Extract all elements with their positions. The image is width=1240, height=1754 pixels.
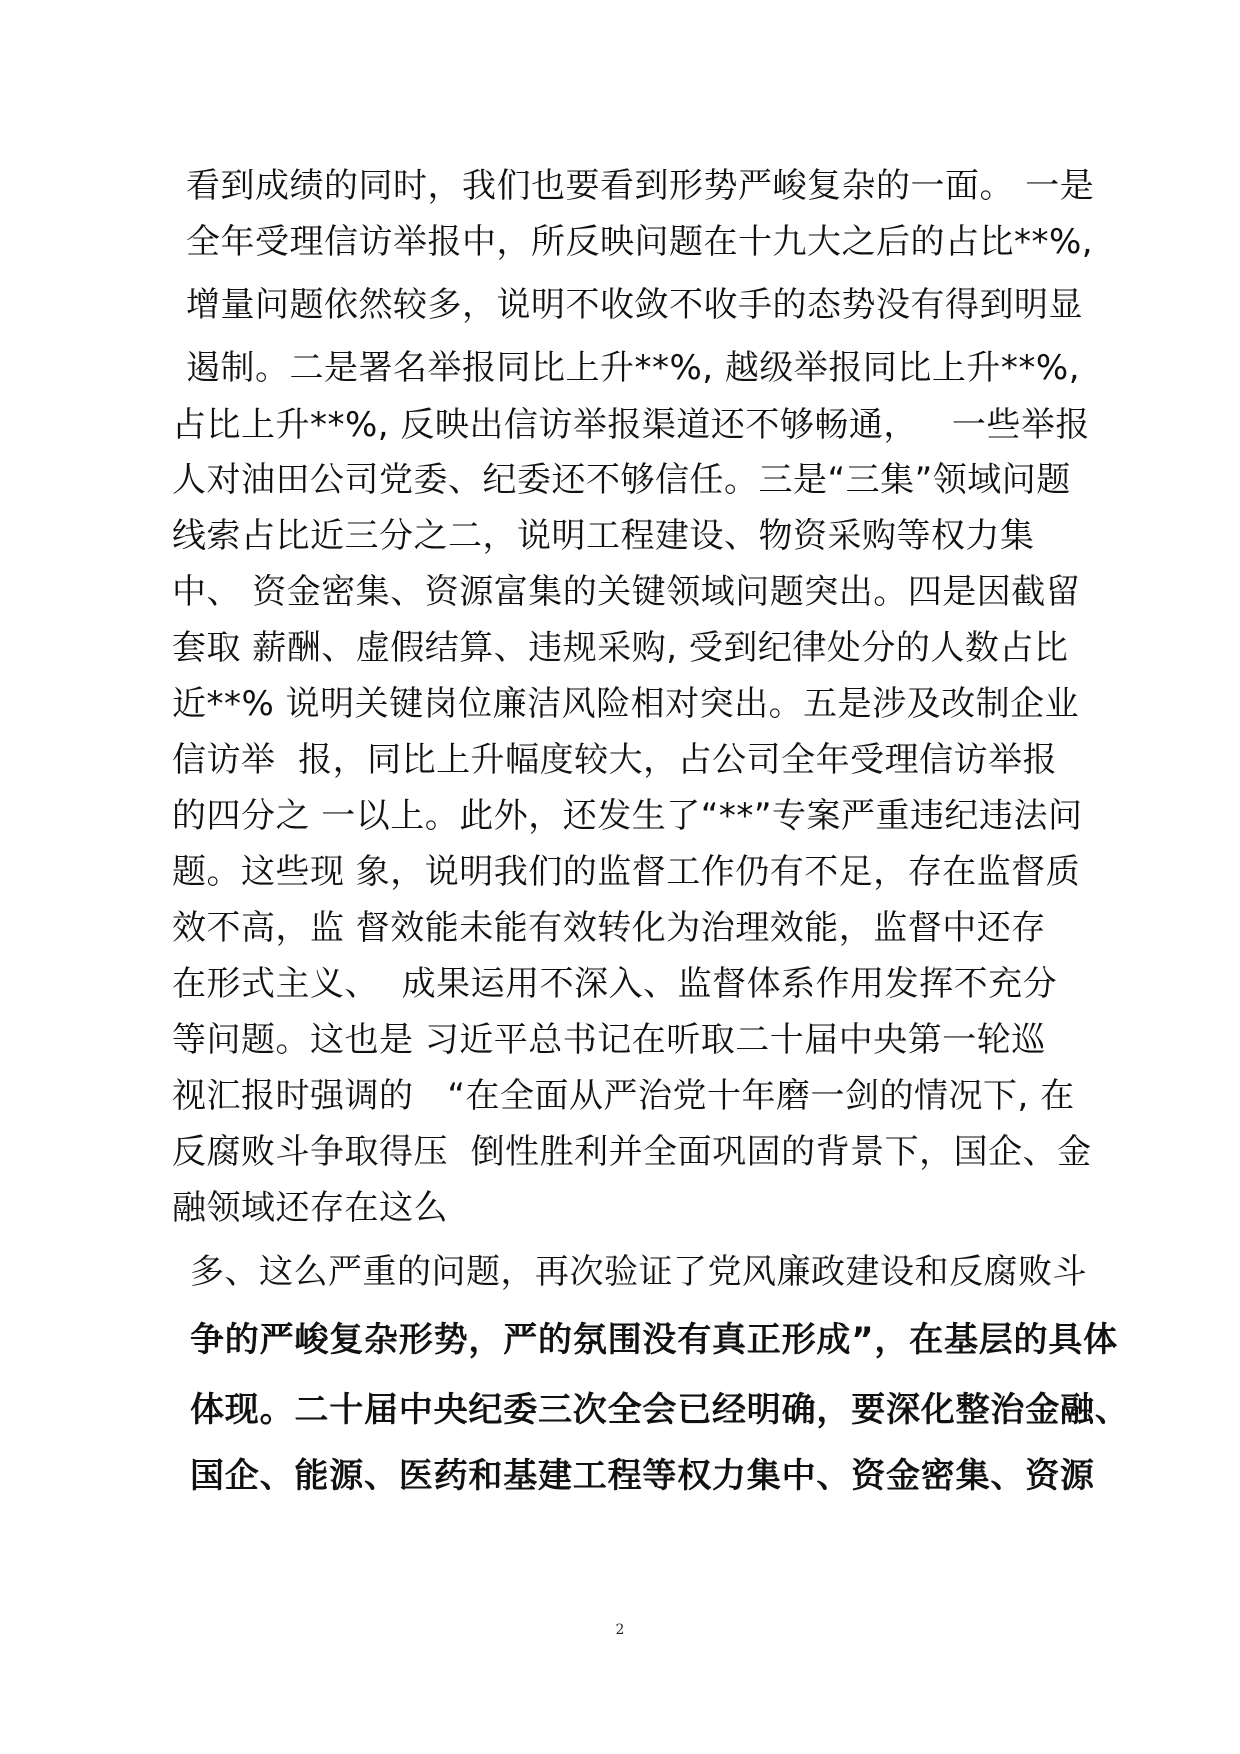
text-line: 题。这些现 象，说明我们的监督工作仍有不足，存在监督质	[172, 852, 1081, 892]
bold-text-line: 争的严峻复杂形势，严的氛围没有真正形成”，在基层的具体	[190, 1320, 1118, 1360]
text-line: 融领域还存在这么	[172, 1188, 448, 1228]
text-line: 信访举 报，同比上升幅度较大，占公司全年受理信访举报	[172, 740, 1058, 780]
text-line: 全年受理信访举报中，所反映问题在十九大之后的占比**%,	[186, 222, 1094, 262]
text-line: 占比上升**%, 反映出信访举报渠道还不够畅通， 一些举报	[172, 405, 1090, 445]
text-line: 等问题。这也是 习近平总书记在听取二十届中央第一轮巡	[172, 1020, 1046, 1060]
text-line: 视汇报时强调的 “在全面从严治党十年磨一剑的情况下, 在	[172, 1076, 1075, 1116]
text-line: 增量问题依然较多，说明不收敛不收手的态势没有得到明显	[186, 285, 1083, 325]
text-line: 近**% 说明关键岗位廉洁风险相对突出。五是涉及改制企业	[172, 684, 1080, 724]
text-line: 的四分之 一以上。此外，还发生了“**”专案严重违纪违法问	[172, 796, 1083, 836]
text-line: 效不高，监 督效能未能有效转化为治理效能，监督中还存	[172, 908, 1046, 948]
text-line: 线索占比近三分之二，说明工程建设、物资采购等权力集	[172, 516, 1035, 556]
text-line: 在形式主义、 成果运用不深入、监督体系作用发挥不充分	[172, 964, 1058, 1004]
text-line: 套取 薪酬、虚假结算、违规采购, 受到纪律处分的人数占比	[172, 628, 1069, 668]
text-line: 看到成绩的同时，我们也要看到形势严峻复杂的一面。 一是	[186, 166, 1095, 206]
page-number: 2	[615, 1622, 625, 1638]
bold-text-line: 体现。二十届中央纪委三次全会已经明确，要深化整治金融、	[190, 1390, 1130, 1430]
text-line: 人对油田公司党委、纪委还不够信任。三是“三集”领域问题	[172, 460, 1071, 500]
bold-text-line: 国企、能源、医药和基建工程等权力集中、资金密集、资源	[190, 1456, 1095, 1496]
text-line: 反腐败斗争取得压 倒性胜利并全面巩固的背景下，国企、金	[172, 1132, 1092, 1172]
text-line: 中、 资金密集、资源富集的关键领域问题突出。四是因截留	[172, 572, 1081, 612]
text-line: 遏制。二是署名举报同比上升**%, 越级举报同比上升**%,	[186, 348, 1081, 388]
text-line: 多、这么严重的问题，再次验证了党风廉政建设和反腐败斗	[190, 1252, 1087, 1292]
